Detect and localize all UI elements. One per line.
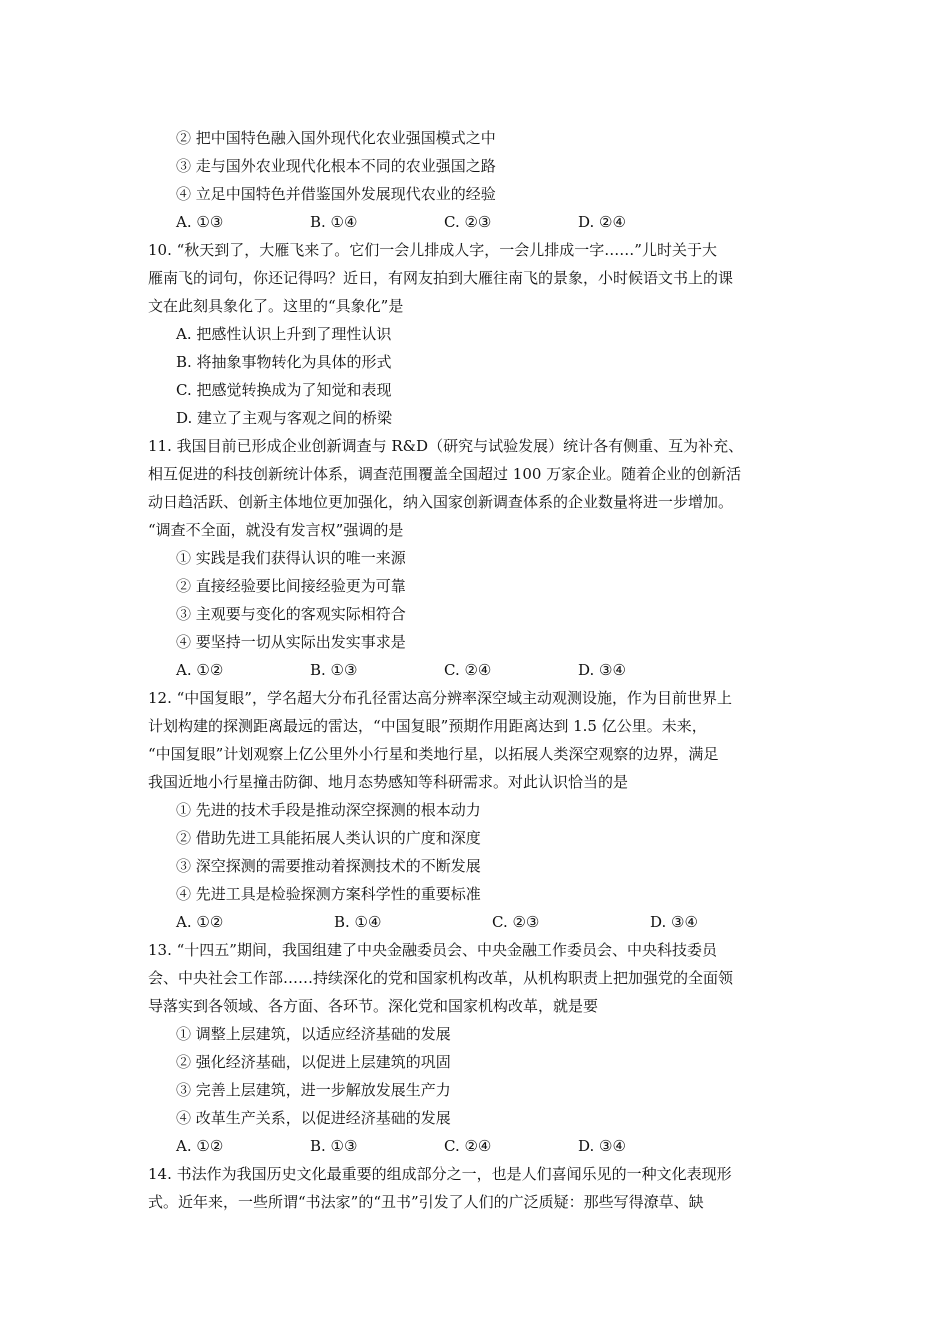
q12-option-4: ④ 先进工具是检验探测方案科学性的重要标准 xyxy=(176,885,481,903)
q12-stem-line-1: 12. “中国复眼”，学名超大分布孔径雷达高分辨率深空域主动观测设施，作为目前世界上 xyxy=(148,689,732,707)
q9-answer-c: C. ②③ xyxy=(444,213,492,231)
q13-stem-line-1: 13. “十四五”期间，我国组建了中央金融委员会、中央金融工作委员会、中央科技委员 xyxy=(148,941,717,959)
q11-stem-line-3: 动日趋活跃、创新主体地位更加强化，纳入国家创新调查体系的企业数量将进一步增加。 xyxy=(148,493,734,511)
q9-option-2: ② 把中国特色融入国外现代化农业强国模式之中 xyxy=(176,129,496,147)
q10-choice-a: A. 把感性认识上升到了理性认识 xyxy=(176,325,392,343)
q9-answer-d: D. ②④ xyxy=(578,213,626,231)
q9-option-4: ④ 立足中国特色并借鉴国外发展现代农业的经验 xyxy=(176,185,496,203)
q12-stem-line-2: 计划构建的探测距离最远的雷达，“中国复眼”预期作用距离达到 1.5 亿公里。未来， xyxy=(148,717,707,735)
q11-option-3: ③ 主观要与变化的客观实际相符合 xyxy=(176,605,406,623)
q10-stem-line-1: 10. “秋天到了，大雁飞来了。它们一会儿排成人字，一会儿排成一字……”儿时关于大 xyxy=(148,241,717,259)
q12-stem-line-4: 我国近地小行星撞击防御、地月态势感知等科研需求。对此认识恰当的是 xyxy=(148,773,629,791)
q13-answer-c: C. ②④ xyxy=(444,1137,492,1155)
q12-answer-d: D. ③④ xyxy=(650,913,698,931)
q12-option-1: ① 先进的技术手段是推动深空探测的根本动力 xyxy=(176,801,481,819)
q13-answer-b: B. ①③ xyxy=(310,1137,358,1155)
q11-option-1: ① 实践是我们获得认识的唯一来源 xyxy=(176,549,406,567)
q11-stem-line-4: “调查不全面，就没有发言权”强调的是 xyxy=(148,521,404,539)
q14-stem-line-1: 14. 书法作为我国历史文化最重要的组成部分之一，也是人们喜闻乐见的一种文化表现形 xyxy=(148,1165,732,1183)
q11-stem-line-2: 相互促进的科技创新统计体系，调查范围覆盖全国超过 100 万家企业。随着企业的创新活 xyxy=(148,465,742,483)
q13-stem-line-2: 会、中央社会工作部……持续深化的党和国家机构改革，从机构职责上把加强党的全面领 xyxy=(148,969,734,987)
q11-answer-b: B. ①③ xyxy=(310,661,358,679)
q13-answer-a: A. ①② xyxy=(176,1137,224,1155)
q12-answer-b: B. ①④ xyxy=(334,913,382,931)
q9-answer-b: B. ①④ xyxy=(310,213,358,231)
q10-choice-d: D. 建立了主观与客观之间的桥梁 xyxy=(176,409,393,427)
q10-stem-line-2: 雁南飞的词句，你还记得吗？近日，有网友拍到大雁往南飞的景象，小时候语文书上的课 xyxy=(148,269,734,287)
q14-stem-line-2: 式。近年来，一些所谓“书法家”的“丑书”引发了人们的广泛质疑：那些写得潦草、缺 xyxy=(148,1193,704,1211)
q13-answers xyxy=(148,1132,808,1160)
q11-answer-c: C. ②④ xyxy=(444,661,492,679)
q11-answer-a: A. ①② xyxy=(176,661,224,679)
q10-choice-b: B. 将抽象事物转化为具体的形式 xyxy=(176,353,392,371)
q13-option-1: ① 调整上层建筑，以适应经济基础的发展 xyxy=(176,1025,451,1043)
q12-option-3: ③ 深空探测的需要推动着探测技术的不断发展 xyxy=(176,857,481,875)
q9-answers xyxy=(148,208,808,236)
q12-answer-a: A. ①② xyxy=(176,913,224,931)
q13-stem-line-3: 导落实到各领域、各方面、各环节。深化党和国家机构改革，就是要 xyxy=(148,997,599,1015)
q12-answer-c: C. ②③ xyxy=(492,913,540,931)
q11-option-4: ④ 要坚持一切从实际出发实事求是 xyxy=(176,633,406,651)
q13-option-2: ② 强化经济基础，以促进上层建筑的巩固 xyxy=(176,1053,451,1071)
q13-answer-d: D. ③④ xyxy=(578,1137,626,1155)
q11-answer-d: D. ③④ xyxy=(578,661,626,679)
q12-stem-line-3: “中国复眼”计划观察上亿公里外小行星和类地行星，以拓展人类深空观察的边界，满足 xyxy=(148,745,719,763)
q9-option-3: ③ 走与国外农业现代化根本不同的农业强国之路 xyxy=(176,157,496,175)
q12-option-2: ② 借助先进工具能拓展人类认识的广度和深度 xyxy=(176,829,481,847)
q13-option-4: ④ 改革生产关系，以促进经济基础的发展 xyxy=(176,1109,451,1127)
q11-stem-line-1: 11. 我国目前已形成企业创新调查与 R&D（研究与试验发展）统计各有侧重、互为补充、 xyxy=(148,437,744,455)
q10-stem-line-3: 文在此刻具象化了。这里的“具象化”是 xyxy=(148,297,404,315)
q12-answers xyxy=(148,908,808,936)
q9-answer-a: A. ①③ xyxy=(176,213,224,231)
q11-answers xyxy=(148,656,808,684)
q13-option-3: ③ 完善上层建筑，进一步解放发展生产力 xyxy=(176,1081,451,1099)
exam-content xyxy=(148,124,808,1216)
q11-option-2: ② 直接经验要比间接经验更为可靠 xyxy=(176,577,406,595)
q10-choice-c: C. 把感觉转换成为了知觉和表现 xyxy=(176,381,392,399)
